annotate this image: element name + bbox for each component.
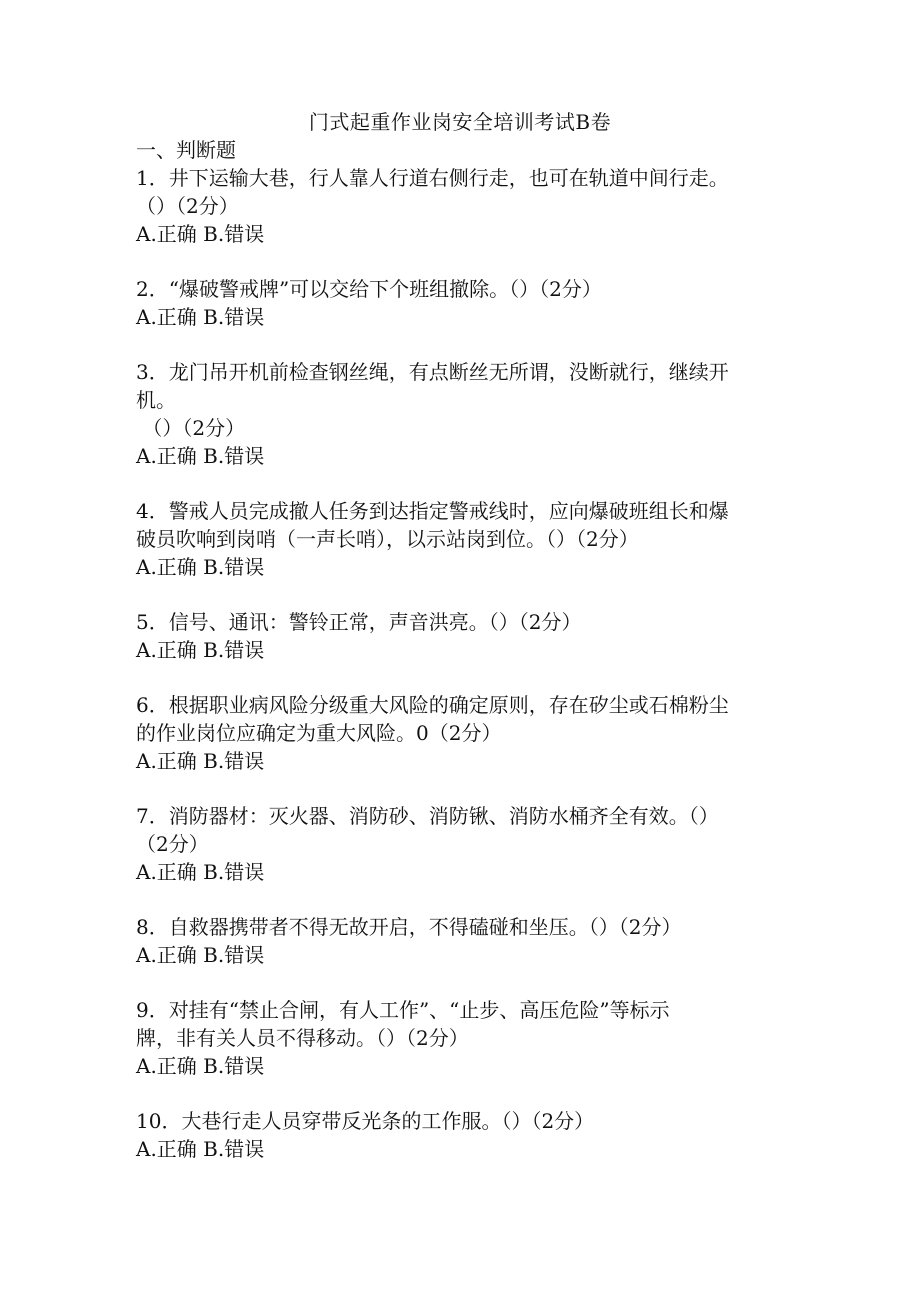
question-2: [136, 275, 786, 331]
section-heading: 一、判断题: [136, 138, 236, 162]
question-1: [136, 164, 786, 248]
question-10: [136, 1107, 786, 1163]
question-options: A.正确 B.错误: [136, 555, 265, 579]
question-options: A.正确 B.错误: [136, 222, 265, 246]
question-5: [136, 608, 786, 664]
question-options: A.正确 B.错误: [136, 444, 265, 468]
question-4: [136, 497, 786, 581]
question-options: A.正确 B.错误: [136, 638, 265, 662]
question-text: 6．根据职业病风险分级重大风险的确定原则，存在矽尘或石棉粉尘 的作业岗位应确定为重大风险。0（2分）: [136, 693, 729, 745]
question-options: A.正确 B.错误: [136, 1054, 265, 1078]
question-text: 1．井下运输大巷，行人靠人行道右侧行走，也可在轨道中间行走。 （）（2分）: [136, 166, 729, 218]
question-8: [136, 913, 786, 969]
question-options: A.正确 B.错误: [136, 749, 265, 773]
question-3: [136, 358, 786, 470]
question-text: 7．消防器材：灭火器、消防砂、消防锹、消防水桶齐全有效。（） （2分）: [136, 804, 719, 856]
question-text: 8．自救器携带者不得无故开启，不得磕碰和坐压。（）（2分）: [136, 915, 682, 939]
question-text: 3．龙门吊开机前检查钢丝绳，有点断丝无所谓，没断就行，继续开 机。 （）（2分）: [136, 360, 729, 440]
question-options: A.正确 B.错误: [136, 943, 265, 967]
question-options: A.正确 B.错误: [136, 860, 265, 884]
question-text: 10．大巷行走人员穿带反光条的工作服。（）（2分）: [136, 1109, 595, 1133]
question-options: A.正确 B.错误: [136, 1137, 265, 1161]
question-6: [136, 691, 786, 775]
question-list: [136, 164, 786, 1190]
exam-title: 门式起重作业岗安全培训考试B卷: [308, 110, 612, 134]
question-text: 5．信号、通讯：警铃正常，声音洪亮。（）（2分）: [136, 610, 582, 634]
question-text: 9．对挂有“禁止合闸，有人工作”、“止步、高压危险”等标示 牌，非有关人员不得移动。（）（2分）: [136, 998, 670, 1050]
question-text: 2．“爆破警戒牌”可以交给下个班组撤除。（）（2分）: [136, 277, 602, 301]
question-7: [136, 802, 786, 886]
question-text: 4．警戒人员完成撤人任务到达指定警戒线时，应向爆破班组长和爆 破员吹响到岗哨（一声长哨），以示站岗到位。（）（2分）: [136, 499, 729, 551]
question-9: [136, 996, 786, 1080]
question-options: A.正确 B.错误: [136, 305, 265, 329]
